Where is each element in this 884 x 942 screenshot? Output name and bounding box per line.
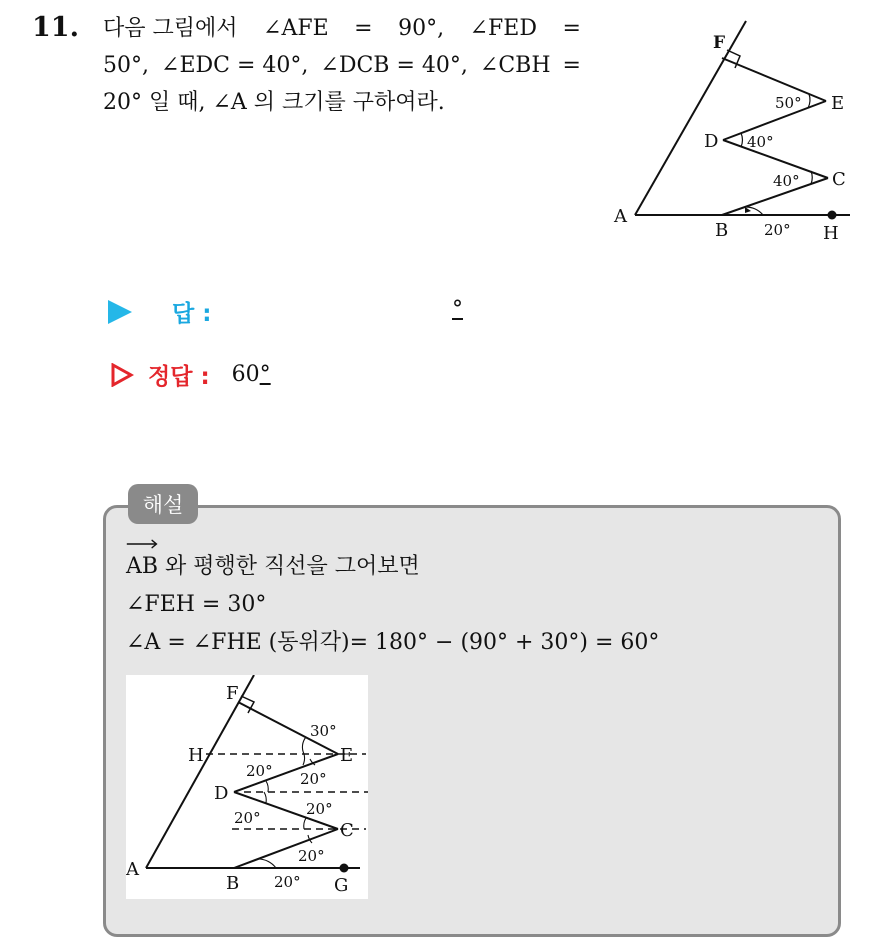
label-h: H xyxy=(188,745,204,766)
vector-ab xyxy=(126,548,158,586)
line-af xyxy=(635,21,746,215)
correct-value-degree: ° xyxy=(259,362,271,387)
label-a: A xyxy=(614,206,627,227)
explanation-line-1-text: 와 평행한 직선을 그어보면 xyxy=(158,554,420,579)
problem-figure xyxy=(605,18,860,248)
correct-value-number: 60 xyxy=(231,362,260,387)
question-token: = xyxy=(354,16,373,41)
angle-c-label: 40° xyxy=(773,172,800,190)
angle-label-20: 20° xyxy=(246,762,273,780)
angle-label-20: 20° xyxy=(234,809,261,827)
question-token: ∠DCB = 40°, xyxy=(320,53,468,78)
label-b: B xyxy=(715,220,729,241)
angle-label-20: 20° xyxy=(306,800,333,818)
question-token: ∠FED xyxy=(469,16,538,41)
angle-label-30: 30° xyxy=(310,722,337,740)
line-fe xyxy=(722,58,826,101)
point-g-dot xyxy=(340,864,349,873)
arc-arrowhead xyxy=(745,207,751,213)
question-token: 90°, xyxy=(398,16,445,41)
angle-arc-c xyxy=(811,171,812,184)
question-token: = xyxy=(562,16,581,41)
label-c: C xyxy=(832,169,846,190)
correct-value xyxy=(232,362,271,387)
angle-label-20: 20° xyxy=(298,847,325,865)
question-token: 다음 그림에서 xyxy=(103,16,238,41)
explanation-line-2: ∠FEH = 30° xyxy=(126,592,267,617)
label-f: F xyxy=(713,33,726,53)
question-line-2 xyxy=(103,47,581,84)
question-token: ∠AFE xyxy=(263,16,329,41)
answer-label: 답 : xyxy=(172,301,212,327)
angle-label-20: 20° xyxy=(274,873,301,891)
vector-arrow-icon xyxy=(126,539,158,549)
question-line-1 xyxy=(103,10,581,47)
label-a: A xyxy=(126,859,139,880)
explanation-line-1 xyxy=(126,548,659,586)
angle-label-20: 20° xyxy=(300,770,327,788)
correct-label: 정답 : xyxy=(148,364,210,390)
explanation-tab: 해설 xyxy=(128,484,198,524)
answer-blank[interactable] xyxy=(452,297,463,322)
angle-d-label: 40° xyxy=(747,133,774,151)
question-token: 50°, xyxy=(103,53,149,78)
angle-arc-d xyxy=(741,133,742,147)
question-token: 20° 일 때, ∠A 의 크기를 구하여라. xyxy=(103,90,445,115)
label-f: F xyxy=(226,683,239,704)
question-line-3 xyxy=(103,84,581,121)
explanation-line-3: ∠A = ∠FHE (동위각)= 180° − (90° + 30°) = 60° xyxy=(126,630,660,655)
label-d: D xyxy=(214,783,229,804)
angle-e-label: 50° xyxy=(775,94,802,112)
label-d: D xyxy=(704,131,719,152)
question-token: = xyxy=(562,53,581,78)
label-h: H xyxy=(823,223,839,244)
vector-label: AB xyxy=(126,554,159,579)
label-e: E xyxy=(340,745,354,766)
label-b: B xyxy=(226,873,240,894)
outline-play-icon xyxy=(110,363,134,387)
label-c: C xyxy=(340,820,354,841)
answer-degree: ° xyxy=(452,297,463,322)
label-e: E xyxy=(831,93,845,114)
label-g: G xyxy=(334,875,349,896)
angle-arc-e xyxy=(808,94,810,108)
question-token: ∠EDC = 40°, xyxy=(161,53,309,78)
question-token: ∠CBH xyxy=(479,53,551,78)
answer-row xyxy=(108,295,211,328)
angle-b-label: 20° xyxy=(764,221,791,239)
explanation-text xyxy=(126,548,659,662)
correct-answer-row xyxy=(110,358,271,391)
question-text xyxy=(103,10,581,121)
point-h-dot xyxy=(828,211,837,220)
play-icon xyxy=(108,300,132,324)
explanation-figure xyxy=(126,675,368,899)
question-number: 11. xyxy=(32,12,79,43)
